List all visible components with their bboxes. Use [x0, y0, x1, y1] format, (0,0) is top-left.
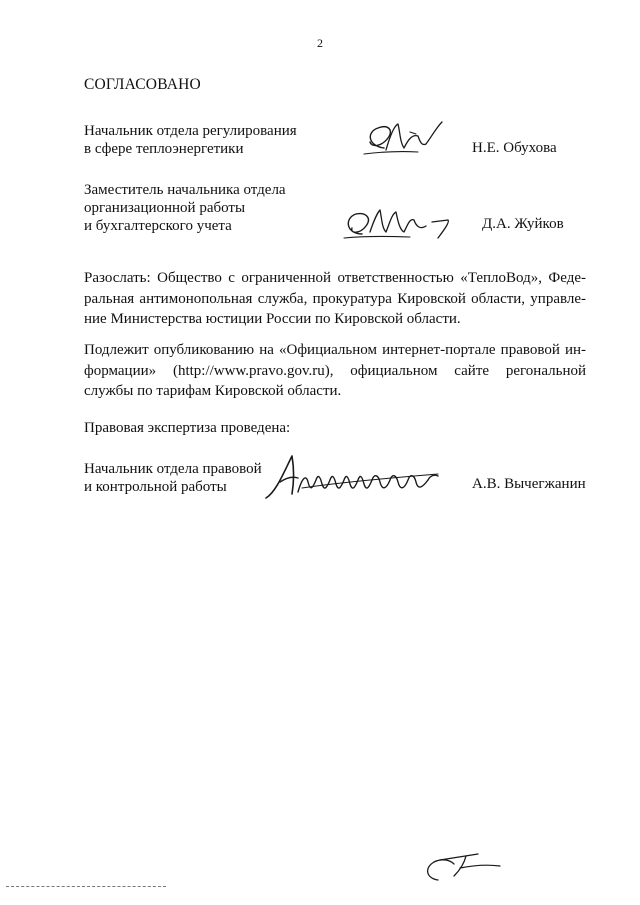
signature-obukhova — [360, 118, 450, 160]
approver-2-position-line: Заместитель начальника отдела — [84, 182, 286, 198]
legal-signer-position-line: Начальник отдела правовой — [84, 461, 262, 477]
approver-1-position — [84, 122, 297, 158]
approver-2-position — [84, 181, 286, 235]
legal-signer-name: А.В. Вычегжанин — [472, 476, 586, 492]
footer-rule — [6, 886, 166, 887]
publication-line: формации» (http://www.pravo.gov.ru), официальном сайте регональной — [84, 362, 586, 379]
approver-1-name: Н.Е. Обухова — [472, 140, 557, 156]
approval-heading: СОГЛАСОВАНО — [84, 76, 201, 93]
approver-1-position-line: Начальник отдела регулирования — [84, 123, 297, 139]
legal-signer-position — [84, 460, 262, 496]
distribution-line: ральная антимонопольная служба, прокуратура Кировской области, управле- — [84, 290, 586, 307]
approver-2-name: Д.А. Жуйков — [482, 216, 564, 232]
signature-zhuikov — [340, 204, 460, 244]
approver-2-position-line: организационной работы — [84, 200, 246, 216]
approver-1-position-line: в сфере теплоэнергетики — [84, 141, 244, 157]
publication-paragraph — [84, 340, 586, 402]
publication-line: Подлежит опубликованию на «Официальном интернет-портале правовой ин- — [84, 342, 586, 358]
distribution-paragraph — [84, 268, 586, 330]
legal-review-label: Правовая экспертиза проведена: — [84, 420, 291, 436]
distribution-line: Разослать: Общество с ограниченной ответственностью «ТеплоВод», Феде- — [84, 270, 586, 286]
legal-signer-position-line: и контрольной работы — [84, 479, 227, 495]
approver-2-position-line: и бухгалтерского учета — [84, 218, 232, 234]
publication-line: службы по тарифам Кировской области. — [84, 383, 342, 399]
page-number: 2 — [317, 36, 323, 50]
initials-mark — [420, 846, 510, 884]
signature-vychegzhanin — [262, 452, 442, 506]
distribution-line: ние Министерства юстиции России по Кировской области. — [84, 311, 461, 327]
